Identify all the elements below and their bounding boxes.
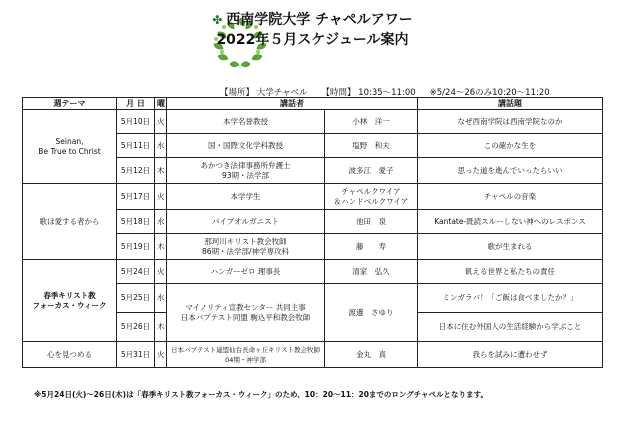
row-date: 5月26日 [117,313,155,342]
row-lecturer: 清家 弘久 [325,260,418,284]
header [0,10,625,50]
row-lecturer: 波多江 愛子 [325,158,418,184]
row-topic: ミンガラバ！「ご飯は食べましたか？」 [418,284,603,313]
page-title-line2: 2022年５月スケジュール案内 [216,32,409,48]
row-institution: マイノリティ宣教センター 共同主事 日本バプテスト同盟 駒込平和教会牧師 [167,284,325,342]
place-info: 【場所】 大学チャペル [220,88,308,98]
header-topic: 講話題 [418,98,603,110]
row-lecturer: 小林 洋一 [325,110,418,134]
row-day: 水 [155,284,167,313]
row-lecturer: 塩野 和夫 [325,134,418,158]
time-note: ※5/24～26のみ10:20～11:20 [429,88,550,98]
table-row [23,110,603,134]
row-institution: パイプオルガニスト [167,210,325,234]
row-day: 木 [155,313,167,342]
table-row [23,260,603,284]
table-row [23,342,603,368]
row-date: 5月24日 [117,260,155,284]
row-day: 火 [155,110,167,134]
row-lecturer: 渡邊 さゆり [325,284,418,342]
row-date: 5月10日 [117,110,155,134]
header-date: 月 日 [117,98,155,110]
week-theme: Seinan, Be True to Christ [23,110,117,184]
row-lecturer: 藤 寿 [325,234,418,260]
row-lecturer: 金丸 真 [325,342,418,368]
row-lecturer: 池田 泉 [325,210,418,234]
header-theme: 週テーマ [23,98,117,110]
row-institution: 国・国際文化学科教授 [167,134,325,158]
row-day: 火 [155,184,167,210]
university-crest-icon: ✤ [212,13,223,27]
row-day: 木 [155,234,167,260]
row-day: 水 [155,134,167,158]
row-lecturer: チャペルクワイア ＆ハンドベルクワイア [325,184,418,210]
row-institution: 日本バプテスト連盟仙台長命ヶ丘キリスト教会牧師 04期・神学部 [167,342,325,368]
row-date: 5月11日 [117,134,155,158]
row-day: 水 [155,210,167,234]
row-topic: 歌が生まれる [418,234,603,260]
row-topic: 思った道を進んでいったらいい [418,158,603,184]
title-text: 西南学院大学 チャペルアワー [226,12,413,28]
row-topic: 飢える世界と私たちの責任 [418,260,603,284]
row-institution: 本学学生 [167,184,325,210]
footnote: ※5月24日(火)～26日(木)は「春季キリスト教フォーカス・ウィーク」のため、10：20～11：20までのロングチャペルとなります。 [34,390,488,399]
row-topic: 我らを試みに遭わせず [418,342,603,368]
row-date: 5月12日 [117,158,155,184]
row-date: 5月25日 [117,284,155,313]
page-title-line1 [0,10,625,30]
week-theme: 歌は愛する者から [23,184,117,260]
schedule-table [22,97,603,368]
row-date: 5月17日 [117,184,155,210]
table-row [23,184,603,210]
row-day: 木 [155,158,167,184]
table-header-row [23,98,603,110]
row-topic: 日本に住む外国人の生活経験から学ぶこと [418,313,603,342]
row-day: 火 [155,342,167,368]
row-date: 5月19日 [117,234,155,260]
row-topic: この確かな生を [418,134,603,158]
row-topic: なぜ西南学院は西南学院なのか [418,110,603,134]
time-info: 【時間】 10:35～11:00 [321,88,416,98]
row-date: 5月18日 [117,210,155,234]
row-institution: 那珂川キリスト教会牧師 86期・法学部/神学専攻科 [167,234,325,260]
week-theme: 春季キリスト教 フォーカス・ウィーク [23,260,117,342]
row-date: 5月31日 [117,342,155,368]
header-lecturer: 講話者 [167,98,418,110]
row-institution: ハンガーゼロ 理事長 [167,260,325,284]
row-institution: 本学名誉教授 [167,110,325,134]
row-topic: チャペルの音楽 [418,184,603,210]
row-topic: Kantate-既読スルーしない神へのレスポンス [418,210,603,234]
header-day: 曜 [155,98,167,110]
row-institution: あかつき法律事務所弁護士 93期・法学部 [167,158,325,184]
row-day: 火 [155,260,167,284]
week-theme: 心を見つめる [23,342,117,368]
